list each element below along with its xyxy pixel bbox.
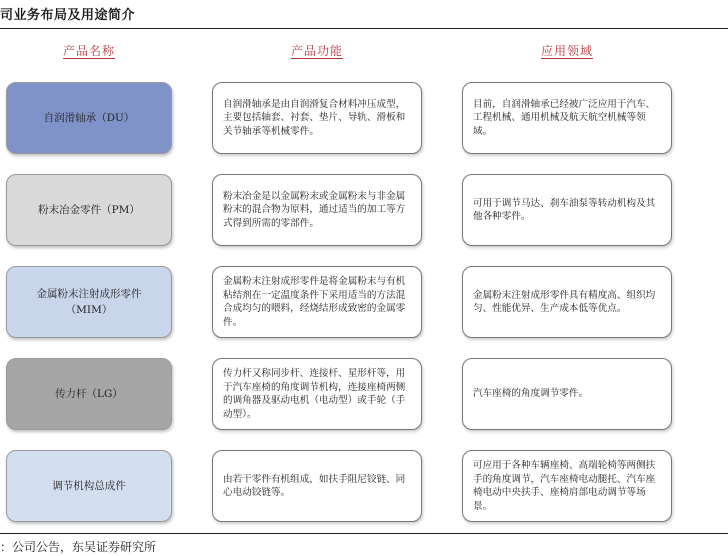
application-text: 可用于调节马达、刹车油泵等转动机构及其他各种零件。: [473, 197, 656, 222]
function-text: 粉末冶金是以金属粉末或金属粉末与非金属粉末的混合物为原料，通过适当的加工等方式得到所需的零部件。: [223, 190, 406, 229]
bottom-rule: [0, 533, 728, 534]
function-text: 传力杆又称同步杆、连接杆、星形杆等，用于汽车座椅的角度调节机构，连接座椅两侧的调角器及驱动电机（电动型）或手轮（手动型）。: [223, 368, 406, 420]
application-adjust-assembly: [462, 450, 672, 522]
application-text: 目前，自润滑轴承已经被广泛应用于汽车、工程机械、通用机械及航天航空机械等领域。: [473, 98, 656, 137]
application-pm: [462, 174, 672, 246]
product-name-pm: 粉末冶金零件（PM）: [6, 174, 172, 246]
function-text: 金属粉末注射成形零件是将金属粉末与有机粘结剂在一定温度条件下采用适当的方法混合成均匀的喂料，经烧结形成致密的金属零件。: [223, 276, 406, 328]
product-function-pm: [212, 174, 422, 246]
product-function-adjust-assembly: [212, 450, 422, 522]
function-text: 自润滑轴承是由自润滑复合材料冲压成型，主要包括轴套、衬套、垫片、导轨、滑板和关节轴承等机械零件。: [223, 98, 406, 137]
source-note: ：公司公告，东吴证券研究所: [0, 540, 157, 554]
application-text: 汽车座椅的角度调节零件。: [473, 388, 589, 400]
product-function-mim: [212, 266, 422, 338]
header-product-name: 产品名称: [62, 44, 116, 58]
header-product-function: 产品功能: [290, 44, 344, 58]
application-text: 金属粉末注射成形零件具有精度高、组织均匀、性能优异、生产成本低等优点。: [473, 289, 656, 314]
product-name-adjust-assembly: 调节机构总成件: [6, 450, 172, 522]
page-title: 司业务布局及用途简介: [0, 8, 136, 23]
application-lg: [462, 358, 672, 430]
application-du: [462, 82, 672, 154]
product-name-lg: 传力杆（LG）: [6, 358, 172, 430]
product-function-lg: [212, 358, 422, 430]
product-name-du: 自润滑轴承（DU）: [6, 82, 172, 154]
application-text: 可应用于各种车辆座椅、高端轮椅等两侧扶手的角度调节，汽车座椅电动腿托、汽车座椅电动中央扶手、座椅肩部电动调节等场景。: [473, 460, 656, 512]
top-rule: [0, 28, 728, 29]
application-mim: [462, 266, 672, 338]
product-name-mim: 金属粉末注射成形零件 （MIM）: [6, 266, 172, 338]
header-application: 应用领域: [540, 44, 594, 58]
product-function-du: [212, 82, 422, 154]
function-text: 由若干零件有机组成，如扶手阻尼铰链、同心电动铰链等。: [223, 473, 406, 498]
